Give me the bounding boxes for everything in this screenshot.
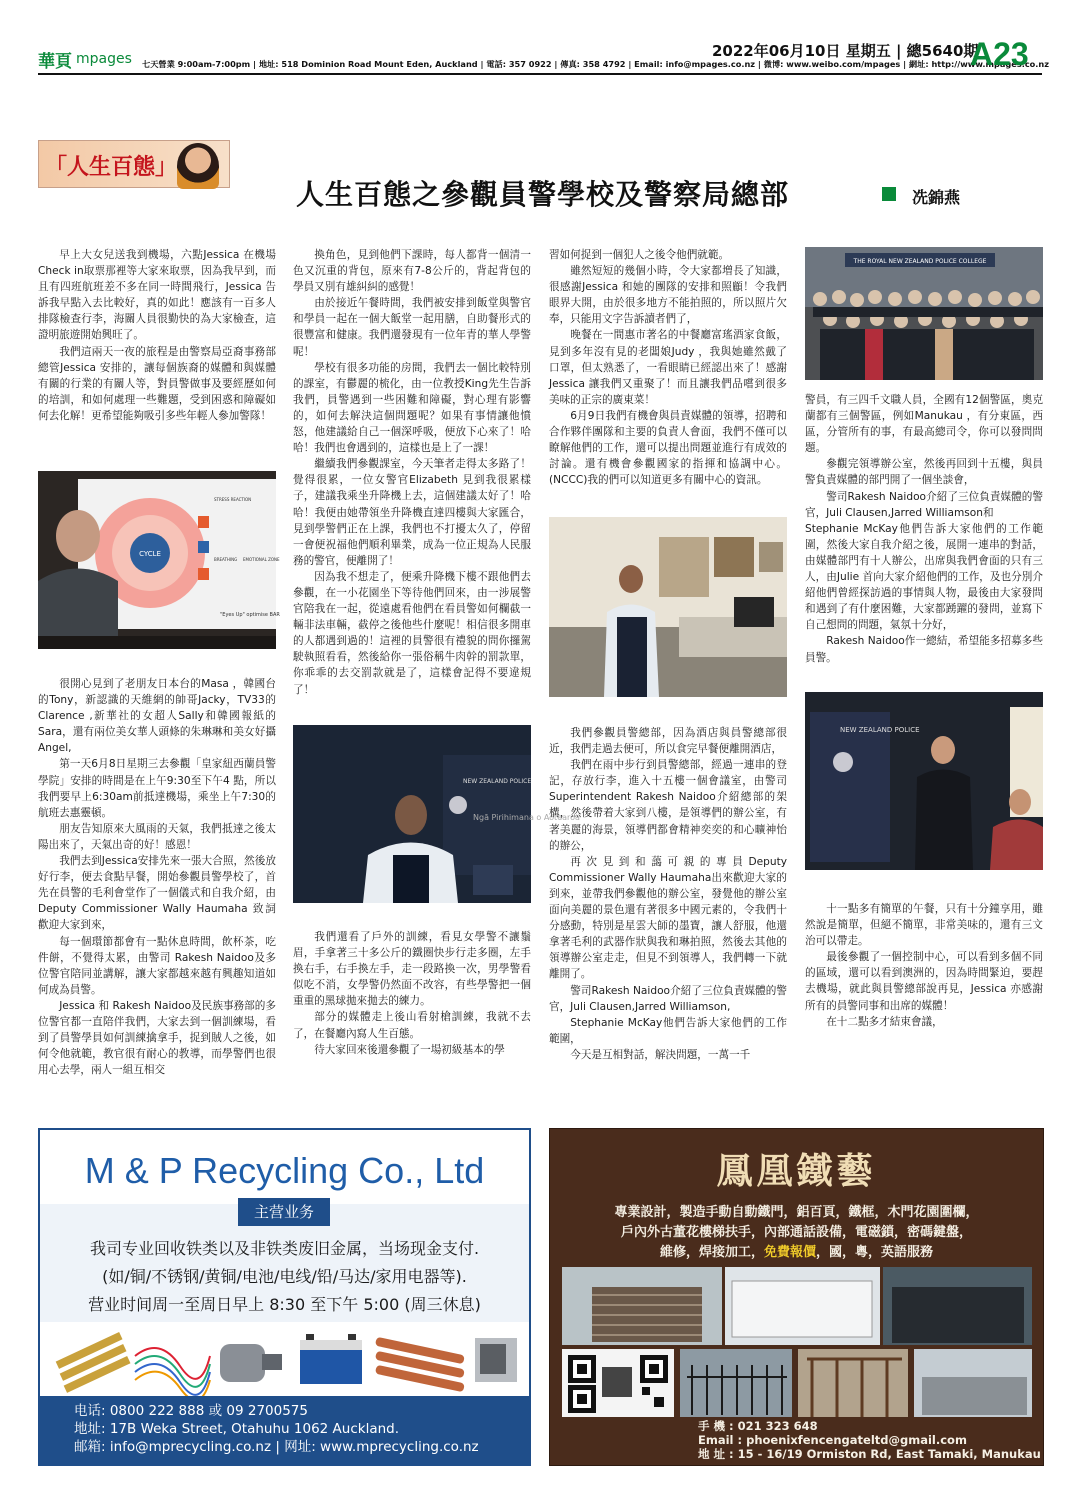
slide-cycle-label: CYCLE <box>139 550 161 558</box>
ad-recycling-web[interactable]: 邮箱: info@mprecycling.co.nz | 网址: www.mprecycling.co.nz <box>74 1439 479 1455</box>
paragraph: 參觀完領導辦公室，然後再回到十五樓，與員警負責媒體的部門開了一個坐談會， <box>805 458 1043 487</box>
photo-presenter <box>38 471 280 649</box>
paragraph: Jessica 和 Rakesh Naidoo及民族事務部的多位警官都一直陪伴我們，大家去到一個訓練場，看到了員警學員如何訓練擒拿手，捉到賊人之後，如何令他就範，教官很有耐心的教導，而學警們也很用心去學，兩人一組互相交 <box>38 999 276 1077</box>
article-col1-top <box>38 247 276 459</box>
issue-date: 2022年06月10日 星期五 | 總5640期 <box>712 42 979 60</box>
author-marker-icon <box>882 187 896 201</box>
column-name: 「人生百態」 <box>45 154 178 180</box>
paragraph: 我們在雨中步行到員警總部，經過一連串的登記，存放行李，進入十五樓一個會議室，由警司Superintendent Rakesh Naidoo介紹總部的架構，然後帶着大家到八樓，是領導們的辦公室，有著美麗的海景，領導們都會精神奕奕的和心曠神怡的辦公， <box>549 759 787 852</box>
police-sign-text: NEW ZEALAND POLICE <box>463 778 532 785</box>
woman-scene <box>805 692 1043 870</box>
article-col2-bottom <box>293 929 531 1074</box>
paragraph: Stephanie McKay他們告訴大家他們的工作範圍， <box>549 1016 787 1045</box>
paragraph: 習如何捉到一個犯人之後令他們就範。 <box>549 249 730 261</box>
paragraph: 十一點多有簡單的午餐，只有十分鐘享用，雖然說是簡單，但絕不簡單，非常美味的，還有三文治可以帶走。 <box>805 903 1043 948</box>
ad-recycling-items <box>50 1326 520 1396</box>
article-col3-bottom <box>549 725 787 1074</box>
ad-recycling-contact <box>40 1396 529 1464</box>
logo-chinese: 華頁 <box>38 51 72 72</box>
paragraph: 部分的媒體走上後山看射槍訓練，我就不去了，在餐廳內寫人生百態。 <box>293 1011 531 1040</box>
masthead-logo <box>38 48 138 70</box>
paragraph: 6月9日我們有機會與員責媒體的領導，招聘和合作夥伴團隊和主要的負責人會面，我們不僅可以瞭解他們的工作，還可以提出問題並進行有成效的討論。還有機會參觀國家的指揮和協調中心。(NCCC)我的們可以知道更多有關中心的資訊。 <box>549 409 787 487</box>
paragraph: 很開心見到了老朋友日本台的Masa ，韓國台的Tony，新認識的天維網的帥哥Jacky，TV33的Clarence ,新華社的女超人Sally和韓國報紙的Sara，還有兩位美女華人頭條的朱琳琳和美女好攝Angel, <box>38 678 276 755</box>
ad-fence-free-quote: 免費報價 <box>763 1245 816 1260</box>
scrap-items-illustration <box>50 1326 520 1396</box>
paragraph: 晚餐在一間惠市著名的中餐廳富瑤酒家食飯，見到多年沒有見的老闆娘Judy ，我與她雖然戴了口罩，但太熟悉了，一看眼睛已經認出來了！感謝Jessica 讓我們又重聚了！而且讓我們品嚐到很多美味的正宗的廣東菜！ <box>549 329 787 406</box>
office-scene <box>549 517 787 697</box>
paragraph: 再次見到和藹可親的專員Deputy Commissioner Wally Haumaha出來歡迎大家的到來，並帶我們參觀他的辦公室，發覺他的辦公室面向美麗的景色還有著很多中國元素的，令我們十分感動，特別是星雲大師的墨寶，讓人舒服，他還拿著毛利的武器作狀與我和琳拍照，然後去其他的領導辦公室走走，但見不到領導人，我們轉一下就離開了。 <box>549 855 787 981</box>
article-author: 冼錦燕 <box>912 188 961 207</box>
photo-group <box>805 247 1043 380</box>
paragraph: 警司Rakesh Naidoo介紹了三位負責媒體的警官，Juli Clausen,Jarred Williamson, <box>549 984 787 1013</box>
presenter-scene <box>38 471 280 649</box>
paragraph: 雖然短短的幾個小時，令大家都増長了知識，很感謝Jessica 和她的團隊的安排和照顧！令我們眼界大開，由於很多地方不能拍照的，所以照片欠奉，只能用文字告訴讀者們了， <box>549 265 787 326</box>
slide-col1: STRESS REACTION <box>214 497 252 502</box>
column-banner <box>38 140 230 188</box>
ad-fence-line3-end: ，國，粵，英語服務 <box>816 1245 934 1260</box>
paragraph: 學校有很多功能的房間，我們去一個比較特別的課室，有鬱麗的梳化，由一位教授King先生告訴我們，員警遇到一些困難和障礙，對心理有影響的，如何去解決這個問題呢？如果有事情讓他憤怒，他建議給自己一個深呼吸，便放下心來了！哈哈！我們也會遇到的，這樣也是上了一課！ <box>293 361 531 455</box>
paragraph: 今天是互相對話，解決問題，一萬一千 <box>570 1048 751 1061</box>
article-col3-top <box>549 247 787 507</box>
article-col4-top <box>805 392 1043 684</box>
paragraph: Stephanie McKay他們告訴大家他們的工作範圍，然後大家自我介紹之後，展開一連串的對話，由媒體部門有十人辦公，出席與我們會面的只有三人，由Julie 首向大家介紹他們的工作，及也分別介紹他們曾經探訪過的事情與人物，最後由大家發問和遇到了有什麼困難，大家都踴躍的發問，並寫下自己想問的問題，氣氛十分好， <box>805 522 1043 632</box>
paragraph: 繼續我們參觀課室，今天筆者走得太多路了！覺得很累，一位女警官Elizabeth 見到我很累樣子，建議我乘坐升降機上去，這個建議太好了！哈哈！我便由她帶領坐升降機直達四樓與大家匯合，見到學警們正在上課，我們也不打擾太久了，停留一會便祝福他們順利畢業，成為一位正規為人民服務的警官，便離開了！ <box>293 458 531 567</box>
police-banner-text: NEW ZEALAND POLICE <box>840 726 920 734</box>
ad-recycling-name: M & P Recycling Co., Ltd <box>84 1150 485 1191</box>
ad-recycling-line2: (如/铜/不锈钢/黄铜/电池/电线/铅/马达/家用电器等). <box>102 1267 467 1286</box>
ad-fence-title: 鳳凰鐵藝 <box>716 1150 877 1192</box>
photo-presenter-woman <box>805 692 1043 870</box>
paragraph: 待大家回來後還參觀了一場初級基本的學 <box>314 1043 505 1056</box>
paragraph: 早上大女兒送我到機場，六點Jessica 在機場Check in取票那裡等大家來取票，因為我早到，而且有四班航班差不多在同一時間飛行，Jessica 告訴我早點入去比較好，真的如此！應該有一百多人排隊檢查行李，海關人員很勤快的為大家檢查，這證明旅遊開始興旺了。 <box>38 249 276 342</box>
paragraph: 最後參觀了一個控制中心，可以看到多個不同的區域，還可以看到澳洲的，因為時間緊迫，要趕去機場，就此與員警總部說再見，Jessica 亦感謝所有的員警同事和出席的媒體！ <box>805 951 1043 1012</box>
photo-officer-podium <box>293 725 580 903</box>
slide-caption: "Eyes Up" optimise BAR <box>220 612 280 618</box>
author-portrait <box>177 143 219 189</box>
ad-fence-line2: 戶內外古董花樓梯扶手，內部通話設備，電磁鎖，密碼鍵盤， <box>620 1225 972 1240</box>
article-col2-top <box>293 247 531 709</box>
photo-commissioner-office <box>549 517 787 697</box>
officer-scene <box>293 725 580 903</box>
paragraph: 警員，有三四千文職人員，全國有12個警區，奧克蘭都有三個警區，例如Manukau ，有分東區，西區，分管所有的事，有最高總司令，你可以發問問題。 <box>805 394 1043 455</box>
ad-recycling-phone[interactable]: 电话: 0800 222 888 或 09 2700575 <box>74 1403 308 1419</box>
article-col4-bottom <box>805 901 1043 1074</box>
ad-recycling-line1: 我司专业回收铁类以及非铁类废旧金属，当场现金支付. <box>89 1239 480 1258</box>
header-rule <box>38 73 1042 75</box>
paragraph: 每一個環節都會有一點休息時間，飲杯茶，吃件餅，不覺得太累，由警司 Rakesh Naidoo及多位警官陪同並講解，讓大家都越來越有興趣知道如何成為員警。 <box>38 935 276 996</box>
group-scene <box>805 247 1043 380</box>
paragraph: 我們參觀員警總部，因為酒店與員警總部很近，我們走過去便可，所以食完早餐便離開酒店， <box>549 727 787 756</box>
paragraph: 第一天6月8日星期三去參觀「皇家紐西蘭員警學院」安排的時間是在上午9:30至下午4 點，所以我們要早上6:30am前抵達機場，乘坐上午7:30的航班去惠靈頓。 <box>38 758 276 819</box>
college-sign-text: THE ROYAL NEW ZEALAND POLICE COLLEGE <box>853 258 987 265</box>
paragraph: 換角色，見到他們下課時，每人都背一個清一色又沉重的背包，原來有7-8公斤的，背起背包的學員又別有雄糾糾的感覺！ <box>293 249 531 294</box>
slide-col2: BREATHING <box>214 557 238 562</box>
paragraph: 由於接近午餐時間，我們被安排到飯堂與警官和學員一起在一個大飯堂一起用膳，自助餐形式的很豐富和健康。我們還發現有一位年青的華人學警呢！ <box>293 297 531 358</box>
ad-fence-contact <box>698 1419 1041 1461</box>
slide-col3: EMOTIONAL ZONE <box>243 557 280 562</box>
ad-fence-email[interactable]: Email : phoenixfencengateltd@gmail.com <box>698 1433 967 1447</box>
article-col1-bottom <box>38 676 276 1077</box>
ad-recycling-line3: 营业时间周一至周日早上 8:30 至下午 5:00 (周三休息) <box>88 1295 481 1314</box>
paragraph: 在十二點多才結束會議， <box>826 1015 943 1028</box>
ad-fence-line3 <box>550 1241 1043 1260</box>
paragraph: 朋友告知原來大風雨的天氣，我們抵達之後太陽出來了，天氣出奇的好！感恩！ <box>38 822 276 851</box>
paragraph: 警司Rakesh Naidoo介紹了三位負責媒體的警官，Juli Clausen,Jarred Williamson和 <box>805 490 1043 519</box>
page-number: A23 <box>970 36 1029 72</box>
ad-recycling-tag: 主营业务 <box>238 1198 330 1226</box>
ad-fence-line3-start: 維修，焊接加工， <box>659 1245 764 1260</box>
article-title: 人生百態之參觀員警學校及警察局總部 <box>296 178 790 211</box>
paragraph: 我們還看了戶外的訓練，看見女學警不讓鬚眉，手拿著三十多公斤的鐵圈快步行走多圈，左手換右手，右手換左手，走一段路換一次，男學警看似吃不消，女學警仍然面不改容，有些學警把一個重重的黑球拋來拋去的練力。 <box>293 931 531 1008</box>
logo-mpages: mpages <box>76 51 132 67</box>
ad-mp-recycling[interactable] <box>38 1128 531 1466</box>
paragraph: 因為我不想走了，便乘升降機下樓不跟他們去參觀，在一小花園坐下等待他們回來，由一涉展警官陪我在一起，從遠處看他們在看員警如何欄截一輛非法車輛，截停之後他些什麼呢！相信很多開車的人都遇到過的！這裡的員警很有禮貌的問你攞駕駛執照看看，然後給你一張俗稱牛肉幹的罰款單，你乖乖的去交罰款就是了，這樣會記得不要違規了！ <box>293 570 531 696</box>
paragraph: Rakesh Naidoo作一總結，希望能多招募多些員警。 <box>805 635 1043 664</box>
ad-phoenix-fence[interactable] <box>549 1128 1044 1466</box>
paragraph: 我們這兩天一夜的旅程是由警察局亞裔事務部總管Jessica 安排的，讓每個族裔的媒體和與媒體有關的行業的有關人等，對員警做事及要經歷如何的培訓，和如何處理一些難題，受到困惑和障礙如何去化解！更希望能夠吸引多些年輕人參加警隊！ <box>38 345 276 422</box>
ad-fence-address: 地 址 : 15 - 16/19 Ormiston Rd, East Tamaki, Manukau <box>698 1447 1041 1461</box>
fence-gallery <box>562 1267 1032 1417</box>
masthead-contact-info: 七天營業 9:00am-7:00pm | 地址: 518 Dominion Road Mount Eden, Auckland | 電話: 357 0922 | 傳真: 358 4792 | Email: info@mpages.co.nz | 微博: www.weibo.com/mpages | 網址: http://www.mpages.co.nz <box>142 59 1050 69</box>
ad-recycling-address: 地址: 17B Weka Street, Otahuhu 1062 Auckland. <box>74 1421 400 1437</box>
paragraph: 我們去到Jessica安排先來一張大合照，然後放好行李，便去食點早餐，開始參觀員警學校了，首先在員警的毛利會堂作了一個儀式和自我介紹，由Deputy Commissioner Wally Haumaha 致詞歡迎大家到來， <box>38 855 276 932</box>
police-sign-sub: Ngā Pirihimana o Aotearoa <box>473 813 580 822</box>
ad-fence-phone[interactable]: 手 機 : 021 323 648 <box>698 1419 818 1433</box>
ad-fence-line1: 專業設計，製造手動自動鐵門，鋁百頁，鐵框，木門花園圍欄， <box>614 1205 979 1220</box>
